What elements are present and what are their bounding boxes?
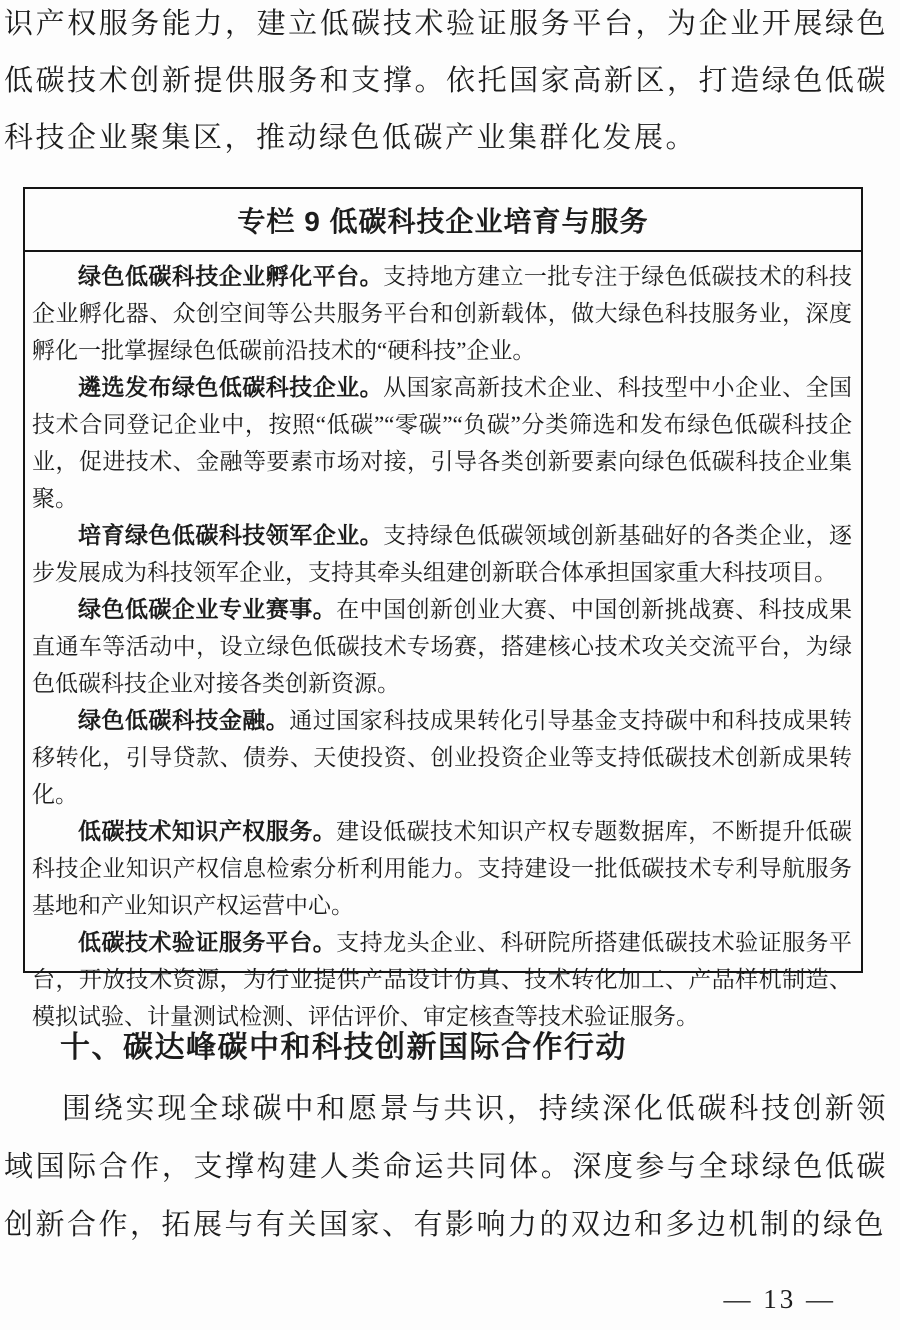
box-paragraph-lead: 遴选发布绿色低碳科技企业。 — [78, 374, 384, 400]
box-paragraph-lead: 绿色低碳科技企业孵化平台。 — [78, 263, 384, 289]
box-paragraph — [32, 517, 852, 591]
box-body — [25, 252, 861, 1035]
box-paragraph-text: 支持龙头企业、科研院所搭建低碳技术验证服务平台，开放技术资源，为行业提供产品设计仿真、技术转化加工、产品样机制造、模拟试验、计量测试检测、评估评价、审定核查等技术验证服务。 — [32, 930, 852, 1029]
box-paragraph-text: 支持地方建立一批专注于绿色低碳技术的科技企业孵化器、众创空间等公共服务平台和创新载体，做大绿色科技服务业，深度孵化一批掌握绿色低碳前沿技术的“硬科技”企业。 — [32, 264, 852, 363]
box-paragraph — [32, 702, 852, 813]
page-number: — 13 — — [723, 1284, 836, 1314]
box-paragraph — [32, 258, 852, 369]
box-paragraph-text: 建设低碳技术知识产权专题数据库，不断提升低碳科技企业知识产权信息检索分析利用能力。支持建设一批低碳技术专利导航服务基地和产业知识产权运营中心。 — [32, 819, 852, 918]
box-paragraph-lead: 低碳技术知识产权服务。 — [78, 818, 337, 844]
box-paragraph — [32, 924, 852, 1035]
box-paragraph-lead: 培育绿色低碳科技领军企业。 — [78, 522, 384, 548]
box-paragraph-text: 通过国家科技成果转化引导基金支持碳中和科技成果转移转化，引导贷款、债券、天使投资、创业投资企业等支持低碳技术创新成果转化。 — [32, 708, 852, 807]
box-paragraph-text: 在中国创新创业大赛、中国创新挑战赛、科技成果直通车等活动中，设立绿色低碳技术专场赛，搭建核心技术攻关交流平台，为绿色低碳科技企业对接各类创新资源。 — [32, 597, 852, 696]
box-paragraph-lead: 绿色低碳科技金融。 — [78, 707, 290, 733]
box-paragraph-lead: 绿色低碳企业专业赛事。 — [78, 596, 337, 622]
box-paragraph — [32, 369, 852, 517]
box-paragraph — [32, 591, 852, 702]
body-paragraph-continued: 识产权服务能力，建立低碳技术验证服务平台，为企业开展绿色低碳技术创新提供服务和支撑。依托国家高新区，打造绿色低碳科技企业聚集区，推动绿色低碳产业集群化发展。 — [4, 8, 888, 154]
box-paragraph-lead: 低碳技术验证服务平台。 — [78, 929, 337, 955]
box-paragraph-text: 从国家高新技术企业、科技型中小企业、全国技术合同登记企业中，按照“低碳”“零碳”“负碳”分类筛选和发布绿色低碳科技企业，促进技术、金融等要素市场对接，引导各类创新要素向绿色低碳科技企业集聚。 — [32, 375, 852, 511]
callout-box-column-9 — [23, 187, 863, 1029]
box-paragraph-text: 支持绿色低碳领域创新基础好的各类企业，逐步发展成为科技领军企业，支持其牵头组建创新联合体承担国家重大科技项目。 — [32, 523, 852, 585]
box-paragraph — [32, 813, 852, 924]
section-heading: 十、碳达峰碳中和科技创新国际合作行动 — [60, 1031, 627, 1064]
box-title: 专栏 9 低碳科技企业培育与服务 — [25, 189, 861, 252]
body-paragraph: 围绕实现全球碳中和愿景与共识，持续深化低碳科技创新领域国际合作，支撑构建人类命运共同体。深度参与全球绿色低碳创新合作，拓展与有关国家、有影响力的双边和多边机制的绿色 — [4, 1093, 888, 1241]
